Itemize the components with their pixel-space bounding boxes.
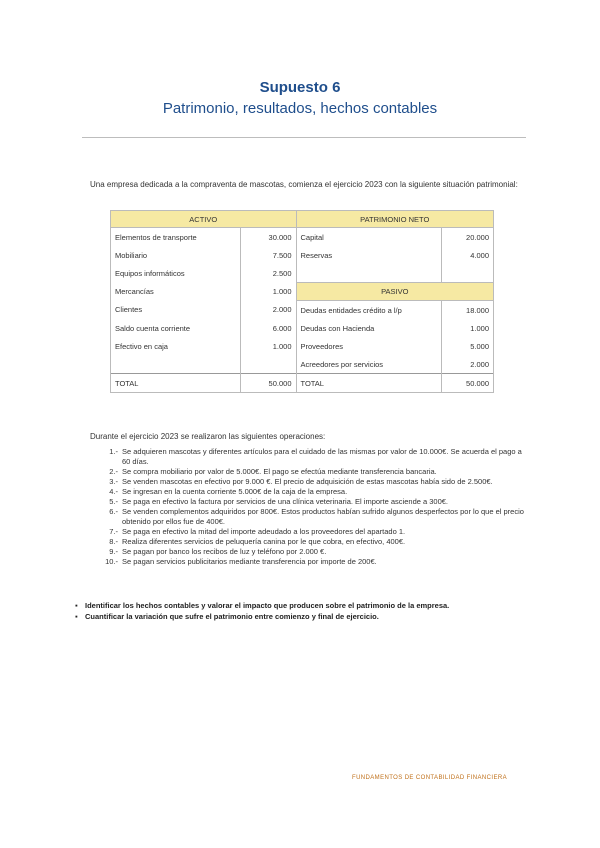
table-row: [111, 228, 494, 247]
list-item: [75, 611, 545, 622]
activo-label: Mobiliario: [111, 246, 241, 264]
operation-number: 6.-: [109, 507, 118, 516]
pasivo-label: Acreedores por servicios: [296, 355, 442, 374]
activo-label: Clientes: [111, 301, 241, 320]
list-item: [96, 557, 530, 567]
pn-value: 4.000: [442, 246, 494, 264]
activo-label: Equipos informáticos: [111, 264, 241, 283]
list-item: [75, 600, 545, 611]
task-text: Identificar los hechos contables y valorar el impacto que producen sobre el patrimonio de la empresa.: [85, 601, 450, 610]
pasivo-label: Proveedores: [296, 337, 442, 355]
pasivo-value: 5.000: [442, 337, 494, 355]
intro-paragraph: Una empresa dedicada a la compraventa de mascotas, comienza el ejercicio 2023 con la siguiente situación patrimonial:: [90, 180, 518, 189]
table-row: [111, 283, 494, 301]
operation-text: Se compra mobiliario por valor de 5.000€. El pago se efectúa mediante transferencia bancaria.: [122, 467, 437, 476]
table-row: [111, 264, 494, 283]
operation-text: Se adquieren mascotas y diferentes artículos para el cuidado de las mismas por valor de 10.000€. Se acuerda el pago a 60 días.: [122, 447, 522, 466]
total-activo-value: 50.000: [240, 374, 296, 393]
total-activo-label: TOTAL: [111, 374, 241, 393]
totals-row: [111, 374, 494, 393]
pasivo-value: 2.000: [442, 355, 494, 374]
operation-text: Se paga en efectivo la mitad del importe adeudado a los proveedores del apartado 1.: [122, 527, 406, 536]
bullet-icon: ▪: [75, 601, 78, 610]
pn-value: 20.000: [442, 228, 494, 247]
activo-value: 2.500: [240, 264, 296, 283]
title-divider: [82, 137, 526, 138]
table-row: [111, 246, 494, 264]
list-item: [96, 527, 530, 537]
pn-label: Capital: [296, 228, 442, 247]
operation-number: 8.-: [109, 537, 118, 546]
list-item: [96, 447, 530, 467]
operation-number: 7.-: [109, 527, 118, 536]
operation-number: 2.-: [109, 467, 118, 476]
operation-number: 1.-: [109, 447, 118, 456]
total-pnp-label: TOTAL: [296, 374, 442, 393]
task-text: Cuantificar la variación que sufre el patrimonio entre comienzo y final de ejercicio.: [85, 612, 379, 621]
operation-number: 10.-: [105, 557, 118, 566]
table-row: [111, 301, 494, 320]
pasivo-label: Deudas entidades crédito a l/p: [296, 301, 442, 320]
operation-text: Se venden mascotas en efectivo por 9.000 €. El precio de adquisición de estas mascotas había sido de 2.500€.: [122, 477, 493, 486]
list-item: [96, 547, 530, 557]
balance-table: [110, 210, 494, 393]
operations-intro: Durante el ejercicio 2023 se realizaron las siguientes operaciones:: [90, 432, 326, 441]
operation-text: Se pagan servicios publicitarios mediante transferencia por importe de 200€.: [122, 557, 377, 566]
pasivo-label: Deudas con Hacienda: [296, 319, 442, 337]
activo-value: 30.000: [240, 228, 296, 247]
page-subtitle: Patrimonio, resultados, hechos contables: [162, 100, 438, 117]
list-item: [96, 497, 530, 507]
list-item: [96, 537, 530, 547]
operation-number: 4.-: [109, 487, 118, 496]
pasivo-value: 1.000: [442, 319, 494, 337]
operation-number: 5.-: [109, 497, 118, 506]
pasivo-header: PASIVO: [296, 283, 494, 301]
activo-value: 7.500: [240, 246, 296, 264]
bullet-icon: ▪: [75, 612, 78, 621]
activo-value: 6.000: [240, 319, 296, 337]
operation-text: Se venden complementos adquiridos por 800€. Estos productos habían sufrido algunos desperfectos por lo que el precio obtenido por ellos fue de 400€.: [122, 507, 524, 526]
activo-label: Efectivo en caja: [111, 337, 241, 355]
activo-value: 2.000: [240, 301, 296, 320]
total-pnp-value: 50.000: [442, 374, 494, 393]
list-item: [96, 467, 530, 477]
activo-value: 1.000: [240, 337, 296, 355]
operations-list: [96, 447, 530, 567]
patrimonio-neto-header: PATRIMONIO NETO: [296, 211, 494, 228]
table-row: [111, 355, 494, 374]
pn-label: Reservas: [296, 246, 442, 264]
operation-number: 3.-: [109, 477, 118, 486]
activo-label: Mercancías: [111, 283, 241, 301]
pasivo-value: 18.000: [442, 301, 494, 320]
operation-text: Se ingresan en la cuenta corriente 5.000€ de la caja de la empresa.: [122, 487, 348, 496]
activo-label: Saldo cuenta corriente: [111, 319, 241, 337]
operation-number: 9.-: [109, 547, 118, 556]
activo-value: 1.000: [240, 283, 296, 301]
table-row: [111, 319, 494, 337]
list-item: [96, 487, 530, 497]
operation-text: Realiza diferentes servicios de peluquería canina por le que cobra, en efectivo, 400€.: [122, 537, 406, 546]
list-item: [96, 507, 530, 527]
page-footer: FUNDAMENTOS DE CONTABILIDAD FINANCIERA: [352, 775, 507, 781]
page-title: Supuesto 6: [259, 79, 341, 96]
table-row: [111, 337, 494, 355]
activo-header: ACTIVO: [111, 211, 297, 228]
list-item: [96, 477, 530, 487]
activo-label: Elementos de transporte: [111, 228, 241, 247]
operation-text: Se pagan por banco los recibos de luz y teléfono por 2.000 €.: [122, 547, 327, 556]
tasks-list: [75, 600, 545, 622]
operation-text: Se paga en efectivo la factura por servicios de una clínica veterinaria. El importe asciende a 300€.: [122, 497, 449, 506]
